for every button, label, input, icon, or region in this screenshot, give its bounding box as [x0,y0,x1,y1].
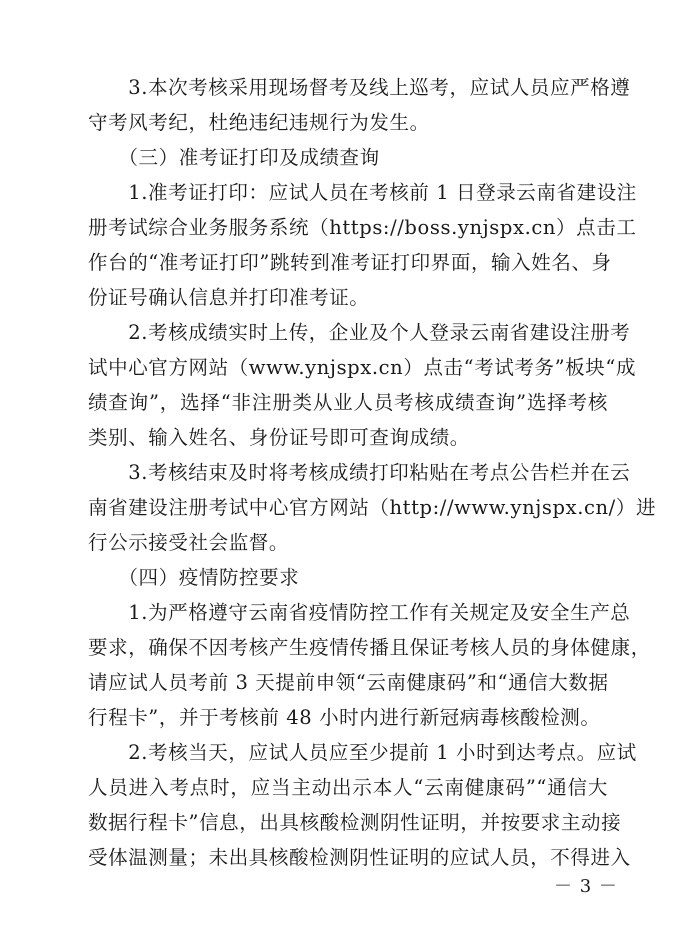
text-line-9: 试中心官方网站（www.ynjspx.cn）点击“考试考务”板块“成 [88,356,637,379]
text-line-12: 3.考核结束及时将考核成绩打印粘贴在考点公告栏并在云 [88,461,631,484]
text-line-22: 数据行程卡”信息，出具核酸检测阴性证明，并按要求主动接 [88,811,622,834]
text-line-14: 行公示接受社会监督。 [88,531,290,554]
text-line-4: 1.准考证打印：应试人员在考核前 1 日登录云南省建设注 [88,181,637,204]
text-line-8: 2.考核成绩实时上传，企业及个人登录云南省建设注册考 [88,321,631,344]
section-heading-3: （三）准考证打印及成绩查询 [88,146,380,169]
text-line-13: 南省建设注册考试中心官方网站（http://www.ynjspx.cn/）进 [88,496,657,519]
text-line-6: 作台的“准考证打印”跳转到准考证打印界面，输入姓名、身 [88,251,612,274]
text-line-7: 份证号确认信息并打印准考证。 [88,286,370,309]
section-heading-15: （四）疫情防控要求 [88,566,300,589]
text-line-21: 人员进入考点时，应当主动出示本人“云南健康码”“通信大 [88,776,608,799]
text-line-23: 受体温测量；未出具核酸检测阴性证明的应试人员，不得进入 [88,846,631,869]
page-number: － 3 － [554,876,618,897]
text-line-10: 绩查询”，选择“非注册类从业人员考核成绩查询”选择考核 [88,391,608,414]
text-line-2: 守考风考纪，杜绝违纪违规行为发生。 [88,111,430,134]
text-line-19: 行程卡”，并于考核前 48 小时内进行新冠病毒核酸检测。 [88,706,601,729]
text-line-16: 1.为严格遵守云南省疫情防控工作有关规定及安全生产总 [88,601,631,624]
text-line-11: 类别、输入姓名、身份证号即可查询成绩。 [88,426,470,449]
text-line-20: 2.考核当天，应试人员应至少提前 1 小时到达考点。应试 [88,741,637,764]
text-line-17: 要求，确保不因考核产生疫情传播且保证考核人员的身体健康， [88,636,651,659]
text-line-1: 3.本次考核采用现场督考及线上巡考，应试人员应严格遵 [88,76,631,99]
text-line-5: 册考试综合业务服务系统（https://boss.ynjspx.cn）点击工 [88,216,637,239]
text-line-18: 请应试人员考前 3 天提前申领“云南健康码”和“通信大数据 [88,671,609,694]
